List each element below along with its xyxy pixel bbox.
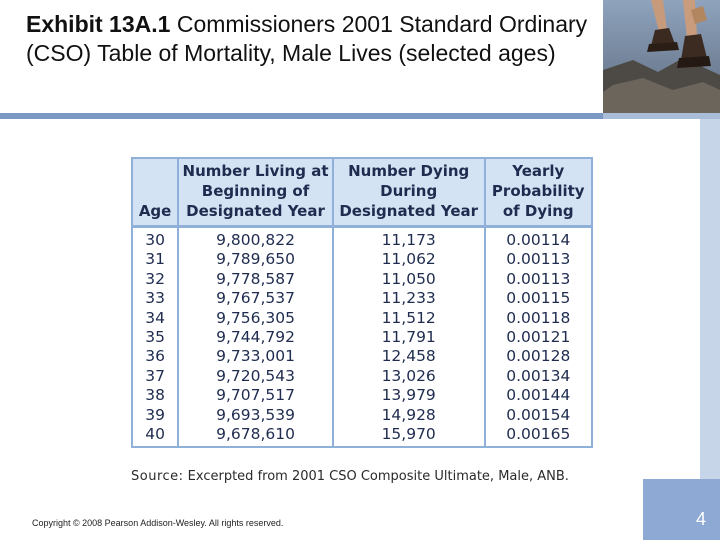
cell-probability: 0.00113 [485, 270, 592, 289]
cell-age: 36 [132, 347, 178, 366]
cell-dying: 14,928 [333, 406, 485, 425]
cell-age: 35 [132, 328, 178, 347]
cell-dying: 11,512 [333, 309, 485, 328]
cell-age: 32 [132, 270, 178, 289]
header-rule [0, 113, 603, 119]
cell-dying: 13,026 [333, 367, 485, 386]
cell-living: 9,767,537 [178, 289, 333, 308]
table-row [132, 289, 592, 308]
cell-dying: 11,173 [333, 227, 485, 251]
header-number-dying: Number Dying During Designated Year [333, 158, 485, 227]
cell-living: 9,789,650 [178, 250, 333, 269]
cell-living: 9,756,305 [178, 309, 333, 328]
header-number-living: Number Living at Beginning of Designated Year [178, 158, 333, 227]
table-row [132, 227, 592, 251]
cell-age: 30 [132, 227, 178, 251]
cell-probability: 0.00113 [485, 250, 592, 269]
cell-age: 37 [132, 367, 178, 386]
table-source-note [131, 469, 569, 484]
table-row [132, 328, 592, 347]
cell-age: 40 [132, 425, 178, 447]
cell-dying: 11,233 [333, 289, 485, 308]
cell-living: 9,678,610 [178, 425, 333, 447]
mortality-table-container [131, 157, 593, 458]
page-number-box [643, 479, 720, 540]
cell-dying: 11,062 [333, 250, 485, 269]
header-age: Age [132, 158, 178, 227]
cell-living: 9,693,539 [178, 406, 333, 425]
slide-title [26, 10, 596, 68]
cell-living: 9,800,822 [178, 227, 333, 251]
table-row [132, 367, 592, 386]
cell-living: 9,733,001 [178, 347, 333, 366]
source-label: Source: [131, 469, 184, 484]
cell-probability: 0.00165 [485, 425, 592, 447]
cell-probability: 0.00128 [485, 347, 592, 366]
cell-probability: 0.00114 [485, 227, 592, 251]
cell-age: 39 [132, 406, 178, 425]
cell-living: 9,744,792 [178, 328, 333, 347]
cell-age: 34 [132, 309, 178, 328]
cell-probability: 0.00134 [485, 367, 592, 386]
cell-dying: 11,050 [333, 270, 485, 289]
table-row [132, 309, 592, 328]
cell-living: 9,778,587 [178, 270, 333, 289]
table-row [132, 406, 592, 425]
cell-probability: 0.00118 [485, 309, 592, 328]
cell-dying: 15,970 [333, 425, 485, 447]
copyright-notice: Copyright © 2008 Pearson Addison-Wesley. All rights reserved. [32, 518, 284, 528]
side-band [700, 119, 720, 479]
cell-age: 31 [132, 250, 178, 269]
exhibit-label: Exhibit 13A.1 [26, 11, 171, 37]
cell-probability: 0.00154 [485, 406, 592, 425]
table-header-row [132, 158, 592, 227]
source-text: Excerpted from 2001 CSO Composite Ultimate, Male, ANB. [183, 469, 569, 484]
page-number: 4 [695, 509, 706, 529]
cell-dying: 13,979 [333, 386, 485, 405]
table-row [132, 425, 592, 447]
table-row [132, 250, 592, 269]
cell-probability: 0.00115 [485, 289, 592, 308]
cell-probability: 0.00144 [485, 386, 592, 405]
cell-living: 9,720,543 [178, 367, 333, 386]
header-probability: Yearly Probability of Dying [485, 158, 592, 227]
mortality-table [131, 157, 593, 448]
cell-dying: 12,458 [333, 347, 485, 366]
cell-dying: 11,791 [333, 328, 485, 347]
hiker-boots-on-rock-icon [603, 0, 720, 115]
table-row [132, 386, 592, 405]
table-row [132, 347, 592, 366]
cell-living: 9,707,517 [178, 386, 333, 405]
title-text: Commissioners 2001 Standard Ordinary (CSO) Table of Mortality, Male Lives (selected ages) [26, 11, 588, 66]
table-row [132, 270, 592, 289]
cell-age: 33 [132, 289, 178, 308]
cell-probability: 0.00121 [485, 328, 592, 347]
cell-age: 38 [132, 386, 178, 405]
